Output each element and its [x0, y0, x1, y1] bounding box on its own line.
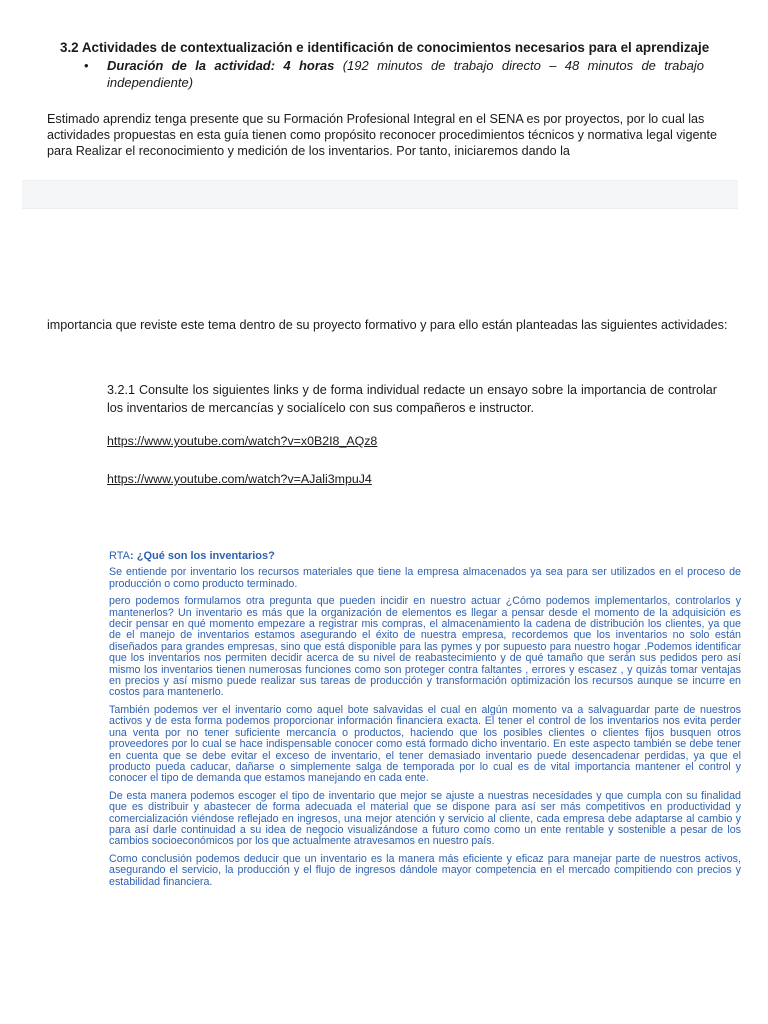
- duration-text: [107, 57, 704, 91]
- duration-item: [84, 57, 704, 91]
- task-instruction: 3.2.1 Consulte los siguientes links y de forma individual redacte un ensayo sobre la importancia de controlar los inventarios de mercancías y socialícelo con sus compañeros e instructor.: [107, 383, 717, 415]
- duration-detail: (192 minutos de trabajo directo – 48 minutos de trabajo independiente): [107, 58, 704, 90]
- page-break-band: [22, 180, 738, 209]
- section-heading: 3.2 Actividades de contextualización e identificación de conocimientos necesarios para el aprendizaje: [60, 40, 710, 55]
- duration-label: Duración de la actividad: 4 horas: [107, 58, 335, 73]
- answer-prefix: RTA: [109, 550, 130, 562]
- answer-title: [109, 551, 741, 562]
- answer-question: : ¿Qué son los inventarios?: [130, 550, 275, 562]
- answer-block: [109, 551, 741, 894]
- youtube-link-1[interactable]: https://www.youtube.com/watch?v=x0B2I8_AQz8: [107, 434, 378, 448]
- intro-paragraph: Estimado aprendiz tenga presente que su Formación Profesional Integral en el SENA es por proyectos, por lo cual las actividades propuestas en esta guía tienen como propósito reconocer procedimientos técnicos y normativa legal vigente para Realizar el reconocimiento y medición de los inventarios. Por tanto, iniciaremos dando la: [47, 112, 717, 158]
- answer-paragraph: De esta manera podemos escoger el tipo de inventario que mejor se ajuste a nuestras necesidades y que cumpla con su finalidad que es distribuir y abastecer de forma adecuada el material que se dispone para así ser más competitivos en productividad y comercialización viéndose reflejado en ingresos, una mejor atención y servicio al cliente, cada empresa debe adaptarse al cambio y para así darle continuidad a su idea de negocio visualizándose a futuro como como un ente rentable y sostenible a pesar de los cambios socioeconómicos por los que actualmente atravesamos en nuestro país.: [109, 789, 741, 848]
- answer-paragraph: Se entiende por inventario los recursos materiales que tiene la empresa almacenados ya sea para ser utilizados en el proceso de producción o como producto terminado.: [109, 566, 741, 590]
- answer-paragraph: Como conclusión podemos deducir que un inventario es la manera más eficiente y eficaz para manejar parte de nuestros activos, asegurando el servicio, la producción y el flujo de ingresos dándole mayor competencia en el mercado compitiendo con precios y estabilidad financiera.: [109, 852, 741, 888]
- answer-paragraph: También podemos ver el inventario como aquel bote salvavidas el cual en algún momento va a salvaguardar parte de nuestros activos y de esta forma podemos proporcionar información financiera exacta. El tener el control de los inventarios nos evita perder una venta por no tener suficiente mercancía o productos, haciendo que los posibles clientes o clientes fijos busquen otros proveedores por lo cual se hace indispensable conocer como está formado dicho inventario. En este aspecto también se debe tener en cuenta que se debe evitar el exceso de inventario, el tener demasiado inventario puede desencadenar perdidas, ya que el producto pueda caducar, dañarse o simplemente salga de temporada por lo cual es de vital importancia mantener el control y conocer el tipo de demanda que estamos manejando en cada ente.: [109, 703, 741, 785]
- youtube-link-2[interactable]: https://www.youtube.com/watch?v=AJali3mpuJ4: [107, 472, 372, 486]
- answer-paragraph: pero podemos formularnos otra pregunta que pueden incidir en nuestro actuar ¿Cómo podemos implementarlos, controlarlos y mantenerlos? Un inventario es más que la organización de elementos es llegar a pensar desde el momento de la adquisición es decir pensar en qué momento empezare a registrar mis compras, el almacenamiento la cadena de distribución los clientes, ya que de el manejo de inventarios estamos asegurando el éxito de nuestra empresa, recordemos que los inventarios no solo están diseñados para grandes empresas, sino que está disponible para las pymes y por supuesto para nuestro hogar .Podemos identificar que los inventarios nos permiten decidir acerca de su nivel de reabastecimiento y de qué tamaño que serán sus pedidos pero así mismo los inventarios tienen numerosas funciones como son proteger contra faltantes , errores y escasez , y quizás tomar ventajas en precios y así mismo puede realizar sus tareas de producción y transformación optimización los recursos aunque se incurre en costos para mantenerlo.: [109, 595, 741, 699]
- continuation-paragraph: importancia que reviste este tema dentro de su proyecto formativo y para ello están planteadas las siguientes actividades:: [47, 318, 728, 332]
- bullet-icon: •: [84, 58, 89, 73]
